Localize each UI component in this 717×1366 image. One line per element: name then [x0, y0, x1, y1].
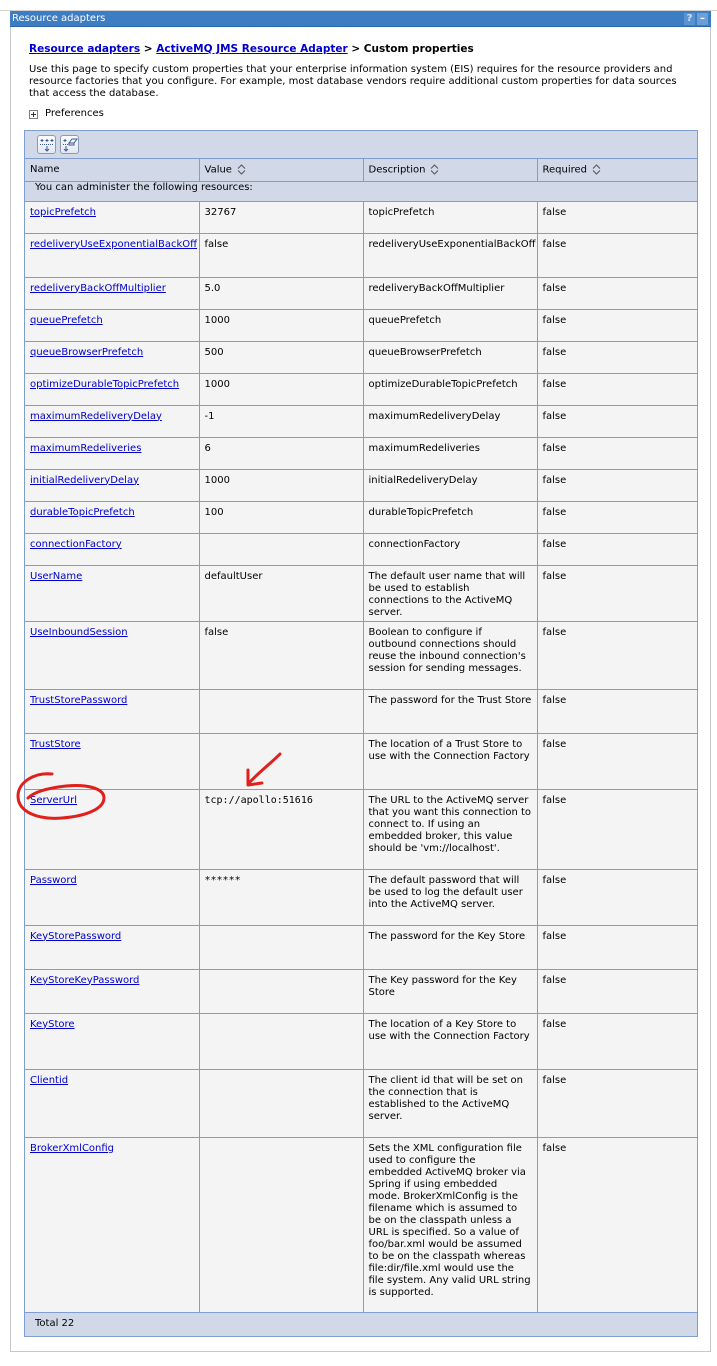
sort-icon[interactable] [237, 164, 246, 175]
cell-name [25, 869, 199, 925]
cell-description: The URL to the ActiveMQ server that you want this connection to connect to. If using an embedded broker, this value should be 'vm://localhost'. [363, 789, 537, 869]
cell-value: -1 [199, 405, 363, 437]
table-row [25, 501, 697, 533]
cell-name [25, 689, 199, 733]
preferences-toggle[interactable] [29, 108, 104, 120]
property-link[interactable]: connectionFactory [30, 538, 122, 550]
table-row [25, 437, 697, 469]
cell-description: connectionFactory [363, 533, 537, 565]
browser-top-strip [0, 0, 717, 11]
cell-description: initialRedeliveryDelay [363, 469, 537, 501]
table-row [25, 1137, 697, 1312]
cell-value [199, 969, 363, 1013]
cell-value: defaultUser [199, 565, 363, 621]
cell-value [199, 1069, 363, 1137]
cell-description: The password for the Trust Store [363, 689, 537, 733]
cell-required: false [537, 689, 697, 733]
table-row [25, 469, 697, 501]
table-row [25, 277, 697, 309]
property-link[interactable]: topicPrefetch [30, 206, 96, 218]
cell-name [25, 565, 199, 621]
minimize-button[interactable]: – [697, 13, 708, 25]
cell-required: false [537, 733, 697, 789]
cell-name [25, 405, 199, 437]
property-link[interactable]: maximumRedeliveries [30, 442, 142, 454]
cell-required: false [537, 533, 697, 565]
table-row [25, 233, 697, 277]
table-row [25, 533, 697, 565]
cell-description: The location of a Trust Store to use with the Connection Factory [363, 733, 537, 789]
table-row [25, 621, 697, 689]
sort-icon[interactable] [592, 164, 601, 175]
cell-value [199, 1013, 363, 1069]
cell-value [199, 925, 363, 969]
table-row [25, 869, 697, 925]
cell-name [25, 373, 199, 405]
cell-description: durableTopicPrefetch [363, 501, 537, 533]
info-row-text: You can administer the following resources: [25, 181, 697, 201]
cell-value: false [199, 621, 363, 689]
cell-value: 1000 [199, 373, 363, 405]
column-label: Name [30, 164, 60, 176]
custom-properties-table-container [24, 130, 698, 1337]
preferences-label[interactable]: Preferences [45, 108, 104, 119]
cell-name [25, 925, 199, 969]
cell-name [25, 341, 199, 373]
cell-required: false [537, 469, 697, 501]
table-row [25, 733, 697, 789]
cell-description: Boolean to configure if outbound connections should reuse the inbound connection's session for sending messages. [363, 621, 537, 689]
cell-description: redeliveryBackOffMultiplier [363, 277, 537, 309]
portlet-title-bar [10, 11, 711, 27]
cell-required: false [537, 501, 697, 533]
table-row [25, 309, 697, 341]
property-link[interactable]: TrustStorePassword [30, 694, 128, 706]
cell-required: false [537, 621, 697, 689]
cell-name [25, 1069, 199, 1137]
property-link[interactable]: Password [30, 874, 77, 886]
select-all-icon [39, 137, 55, 153]
cell-value: 500 [199, 341, 363, 373]
cell-value [199, 689, 363, 733]
cell-value: 6 [199, 437, 363, 469]
breadcrumb-link-activemq-adapter[interactable]: ActiveMQ JMS Resource Adapter [156, 43, 348, 55]
column-label: Value [204, 164, 232, 176]
cell-name [25, 233, 199, 277]
portlet-title: Resource adapters [12, 13, 106, 24]
cell-required: false [537, 233, 697, 277]
cell-value: 100 [199, 501, 363, 533]
breadcrumb-current: Custom properties [363, 43, 474, 55]
cell-required: false [537, 309, 697, 341]
info-row [25, 181, 697, 201]
cell-name [25, 437, 199, 469]
cell-description: queueBrowserPrefetch [363, 341, 537, 373]
deselect-all-icon [62, 137, 78, 153]
property-link[interactable]: TrustStore [30, 738, 81, 750]
cell-required: false [537, 277, 697, 309]
table-row [25, 373, 697, 405]
cell-required: false [537, 1013, 697, 1069]
cell-name [25, 201, 199, 233]
select-all-button[interactable] [37, 135, 56, 154]
table-row [25, 565, 697, 621]
cell-description: queuePrefetch [363, 309, 537, 341]
total-count: Total 22 [25, 1312, 697, 1336]
breadcrumb-link-resource-adapters[interactable]: Resource adapters [29, 43, 141, 55]
cell-required: false [537, 405, 697, 437]
table-row [25, 689, 697, 733]
property-link[interactable]: ServerUrl [30, 794, 78, 806]
property-link[interactable]: maximumRedeliveryDelay [30, 410, 162, 422]
cell-value: false [199, 233, 363, 277]
cell-description: The default user name that will be used to establish connections to the ActiveMQ server. [363, 565, 537, 621]
property-link[interactable]: queueBrowserPrefetch [30, 346, 144, 358]
cell-name [25, 277, 199, 309]
cell-description: optimizeDurableTopicPrefetch [363, 373, 537, 405]
table-toolbar [25, 131, 697, 159]
property-link[interactable]: BrokerXmlConfig [30, 1142, 115, 1154]
property-link[interactable]: optimizeDurableTopicPrefetch [30, 378, 180, 390]
column-header-name [25, 159, 199, 181]
sort-icon[interactable] [430, 164, 439, 175]
cell-name [25, 1137, 199, 1312]
cell-required: false [537, 1137, 697, 1312]
cell-name [25, 469, 199, 501]
cell-value: 1000 [199, 309, 363, 341]
cell-value: tcp://apollo:51616 [199, 789, 363, 869]
cell-description: topicPrefetch [363, 201, 537, 233]
breadcrumb [29, 43, 474, 55]
cell-required: false [537, 925, 697, 969]
cell-description: maximumRedeliveries [363, 437, 537, 469]
cell-name [25, 533, 199, 565]
table-row [25, 405, 697, 437]
cell-description: The Key password for the Key Store [363, 969, 537, 1013]
total-row [25, 1312, 697, 1336]
cell-description: The password for the Key Store [363, 925, 537, 969]
table-row [25, 1013, 697, 1069]
cell-required: false [537, 869, 697, 925]
cell-value: 32767 [199, 201, 363, 233]
cell-required: false [537, 565, 697, 621]
cell-name [25, 1013, 199, 1069]
table-row [25, 925, 697, 969]
column-header-value[interactable] [199, 159, 363, 181]
cell-name [25, 969, 199, 1013]
property-link[interactable]: KeyStore [30, 1018, 75, 1030]
cell-name [25, 733, 199, 789]
page-description: Use this page to specify custom properties that your enterprise information system (EIS) requires for the resource providers and resource factories that you configure. For example, most database vendors require additional custom properties for data sources that access the database. [29, 64, 677, 99]
cell-name [25, 501, 199, 533]
cell-value: 5.0 [199, 277, 363, 309]
table-row [25, 969, 697, 1013]
cell-required: false [537, 969, 697, 1013]
cell-name [25, 309, 199, 341]
property-link[interactable]: UserName [30, 570, 83, 582]
cell-description: redeliveryUseExponentialBackOff [363, 233, 537, 277]
cell-required: false [537, 789, 697, 869]
table-header-row [25, 159, 697, 181]
breadcrumb-separator: > [143, 43, 153, 55]
property-link[interactable]: initialRedeliveryDelay [30, 474, 139, 486]
cell-required: false [537, 201, 697, 233]
cell-required: false [537, 373, 697, 405]
cell-description: maximumRedeliveryDelay [363, 405, 537, 437]
cell-value: ****** [199, 869, 363, 925]
deselect-all-button[interactable] [60, 135, 79, 154]
column-label: Description [368, 164, 426, 176]
column-header-required[interactable] [537, 159, 697, 181]
cell-name [25, 621, 199, 689]
breadcrumb-separator: > [351, 43, 361, 55]
column-label: Required [542, 164, 588, 176]
cell-required: false [537, 341, 697, 373]
cell-description: The location of a Key Store to use with the Connection Factory [363, 1013, 537, 1069]
cell-description: The client id that will be set on the connection that is established to the ActiveMQ server. [363, 1069, 537, 1137]
custom-properties-table [25, 159, 697, 1336]
property-link[interactable]: queuePrefetch [30, 314, 103, 326]
property-link[interactable]: redeliveryUseExponentialBackOff [30, 238, 198, 250]
cell-value [199, 533, 363, 565]
cell-required: false [537, 437, 697, 469]
table-row [25, 341, 697, 373]
cell-description: The default password that will be used to log the default user into the ActiveMQ server. [363, 869, 537, 925]
property-link[interactable]: KeyStoreKeyPassword [30, 974, 140, 986]
table-row [25, 201, 697, 233]
property-link[interactable]: UseInboundSession [30, 626, 128, 638]
property-link[interactable]: durableTopicPrefetch [30, 506, 135, 518]
table-row [25, 789, 697, 869]
help-button[interactable]: ? [684, 13, 695, 25]
column-header-description[interactable] [363, 159, 537, 181]
cell-value: 1000 [199, 469, 363, 501]
cell-required: false [537, 1069, 697, 1137]
cell-value [199, 733, 363, 789]
table-row [25, 1069, 697, 1137]
property-link[interactable]: redeliveryBackOffMultiplier [30, 282, 166, 294]
cell-description: Sets the XML configuration file used to configure the embedded ActiveMQ broker via Spring if using embedded mode. BrokerXmlConfig is the filename which is assumed to be on the classpath unless a URL is specified. So a value of foo/bar.xml would be assumed to be on the classpath whereas file:dir/file.xml would use the file system. Any valid URL string is supported. [363, 1137, 537, 1312]
property-link[interactable]: Clientid [30, 1074, 69, 1086]
property-link[interactable]: KeyStorePassword [30, 930, 122, 942]
expand-plus-icon[interactable] [29, 110, 38, 119]
cell-name [25, 789, 199, 869]
cell-value [199, 1137, 363, 1312]
